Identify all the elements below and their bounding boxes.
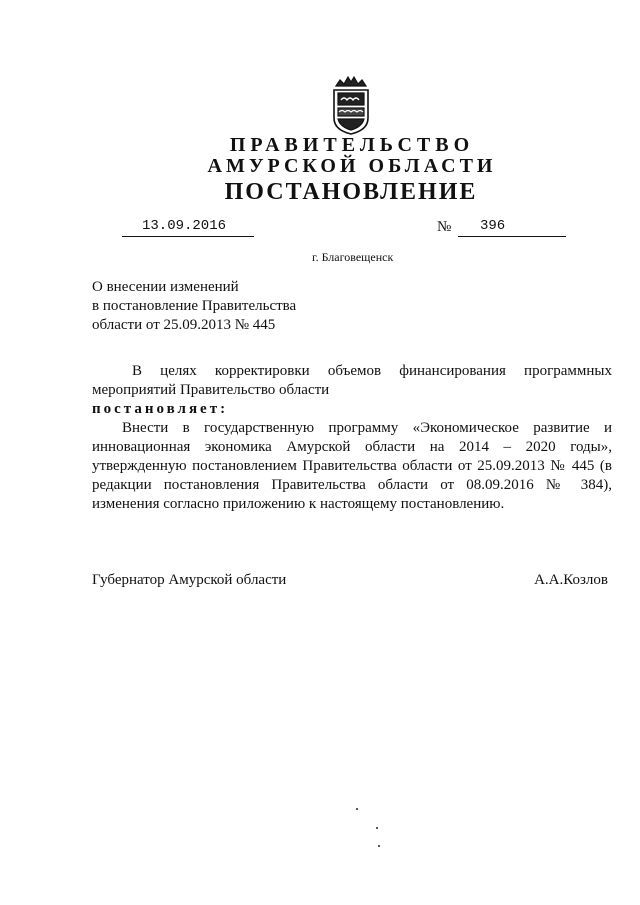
- document-number: 396: [480, 218, 506, 234]
- date-field: [122, 218, 254, 237]
- signatory-name: А.А.Козлов: [534, 572, 608, 588]
- government-title: ПРАВИТЕЛЬСТВО: [229, 134, 475, 156]
- resolves-keyword: постановляет:: [92, 401, 229, 417]
- scan-speck: [376, 827, 378, 829]
- scan-speck: [356, 808, 358, 810]
- document-body: [92, 362, 612, 514]
- document-date: 13.09.2016: [142, 218, 227, 234]
- document-type: ПОСТАНОВЛЕНИЕ: [224, 179, 478, 205]
- number-label: №: [437, 219, 452, 235]
- signatory-position: Губернатор Амурской области: [92, 572, 287, 588]
- coat-of-arms-icon: [330, 74, 372, 136]
- city: г. Благовещенск: [312, 250, 394, 264]
- subject-line-3: области от 25.09.2013 № 445: [92, 317, 276, 333]
- document-subject: [92, 278, 296, 335]
- region-title: АМУРСКОЙ ОБЛАСТИ: [207, 155, 497, 177]
- preamble: В целях корректировки объемов финансирования программных мероприятий Правительство области: [92, 363, 612, 398]
- clause-paragraph: Внести в государственную программу «Экономическое развитие и инновационная экономика Амурской области на 2014 – 2020 годы», утвержденную постановлением Правительства области от 25.09.2013 № 445 (в редакции постановления Правительства области от 08.09.2016 № 384), изменения согласно приложению к настоящему постановлению.: [92, 420, 612, 512]
- subject-line-2: в постановление Правительства: [92, 298, 297, 314]
- subject-line-1: О внесении изменений: [92, 279, 239, 295]
- scan-speck: [378, 845, 380, 847]
- number-field: [458, 218, 566, 237]
